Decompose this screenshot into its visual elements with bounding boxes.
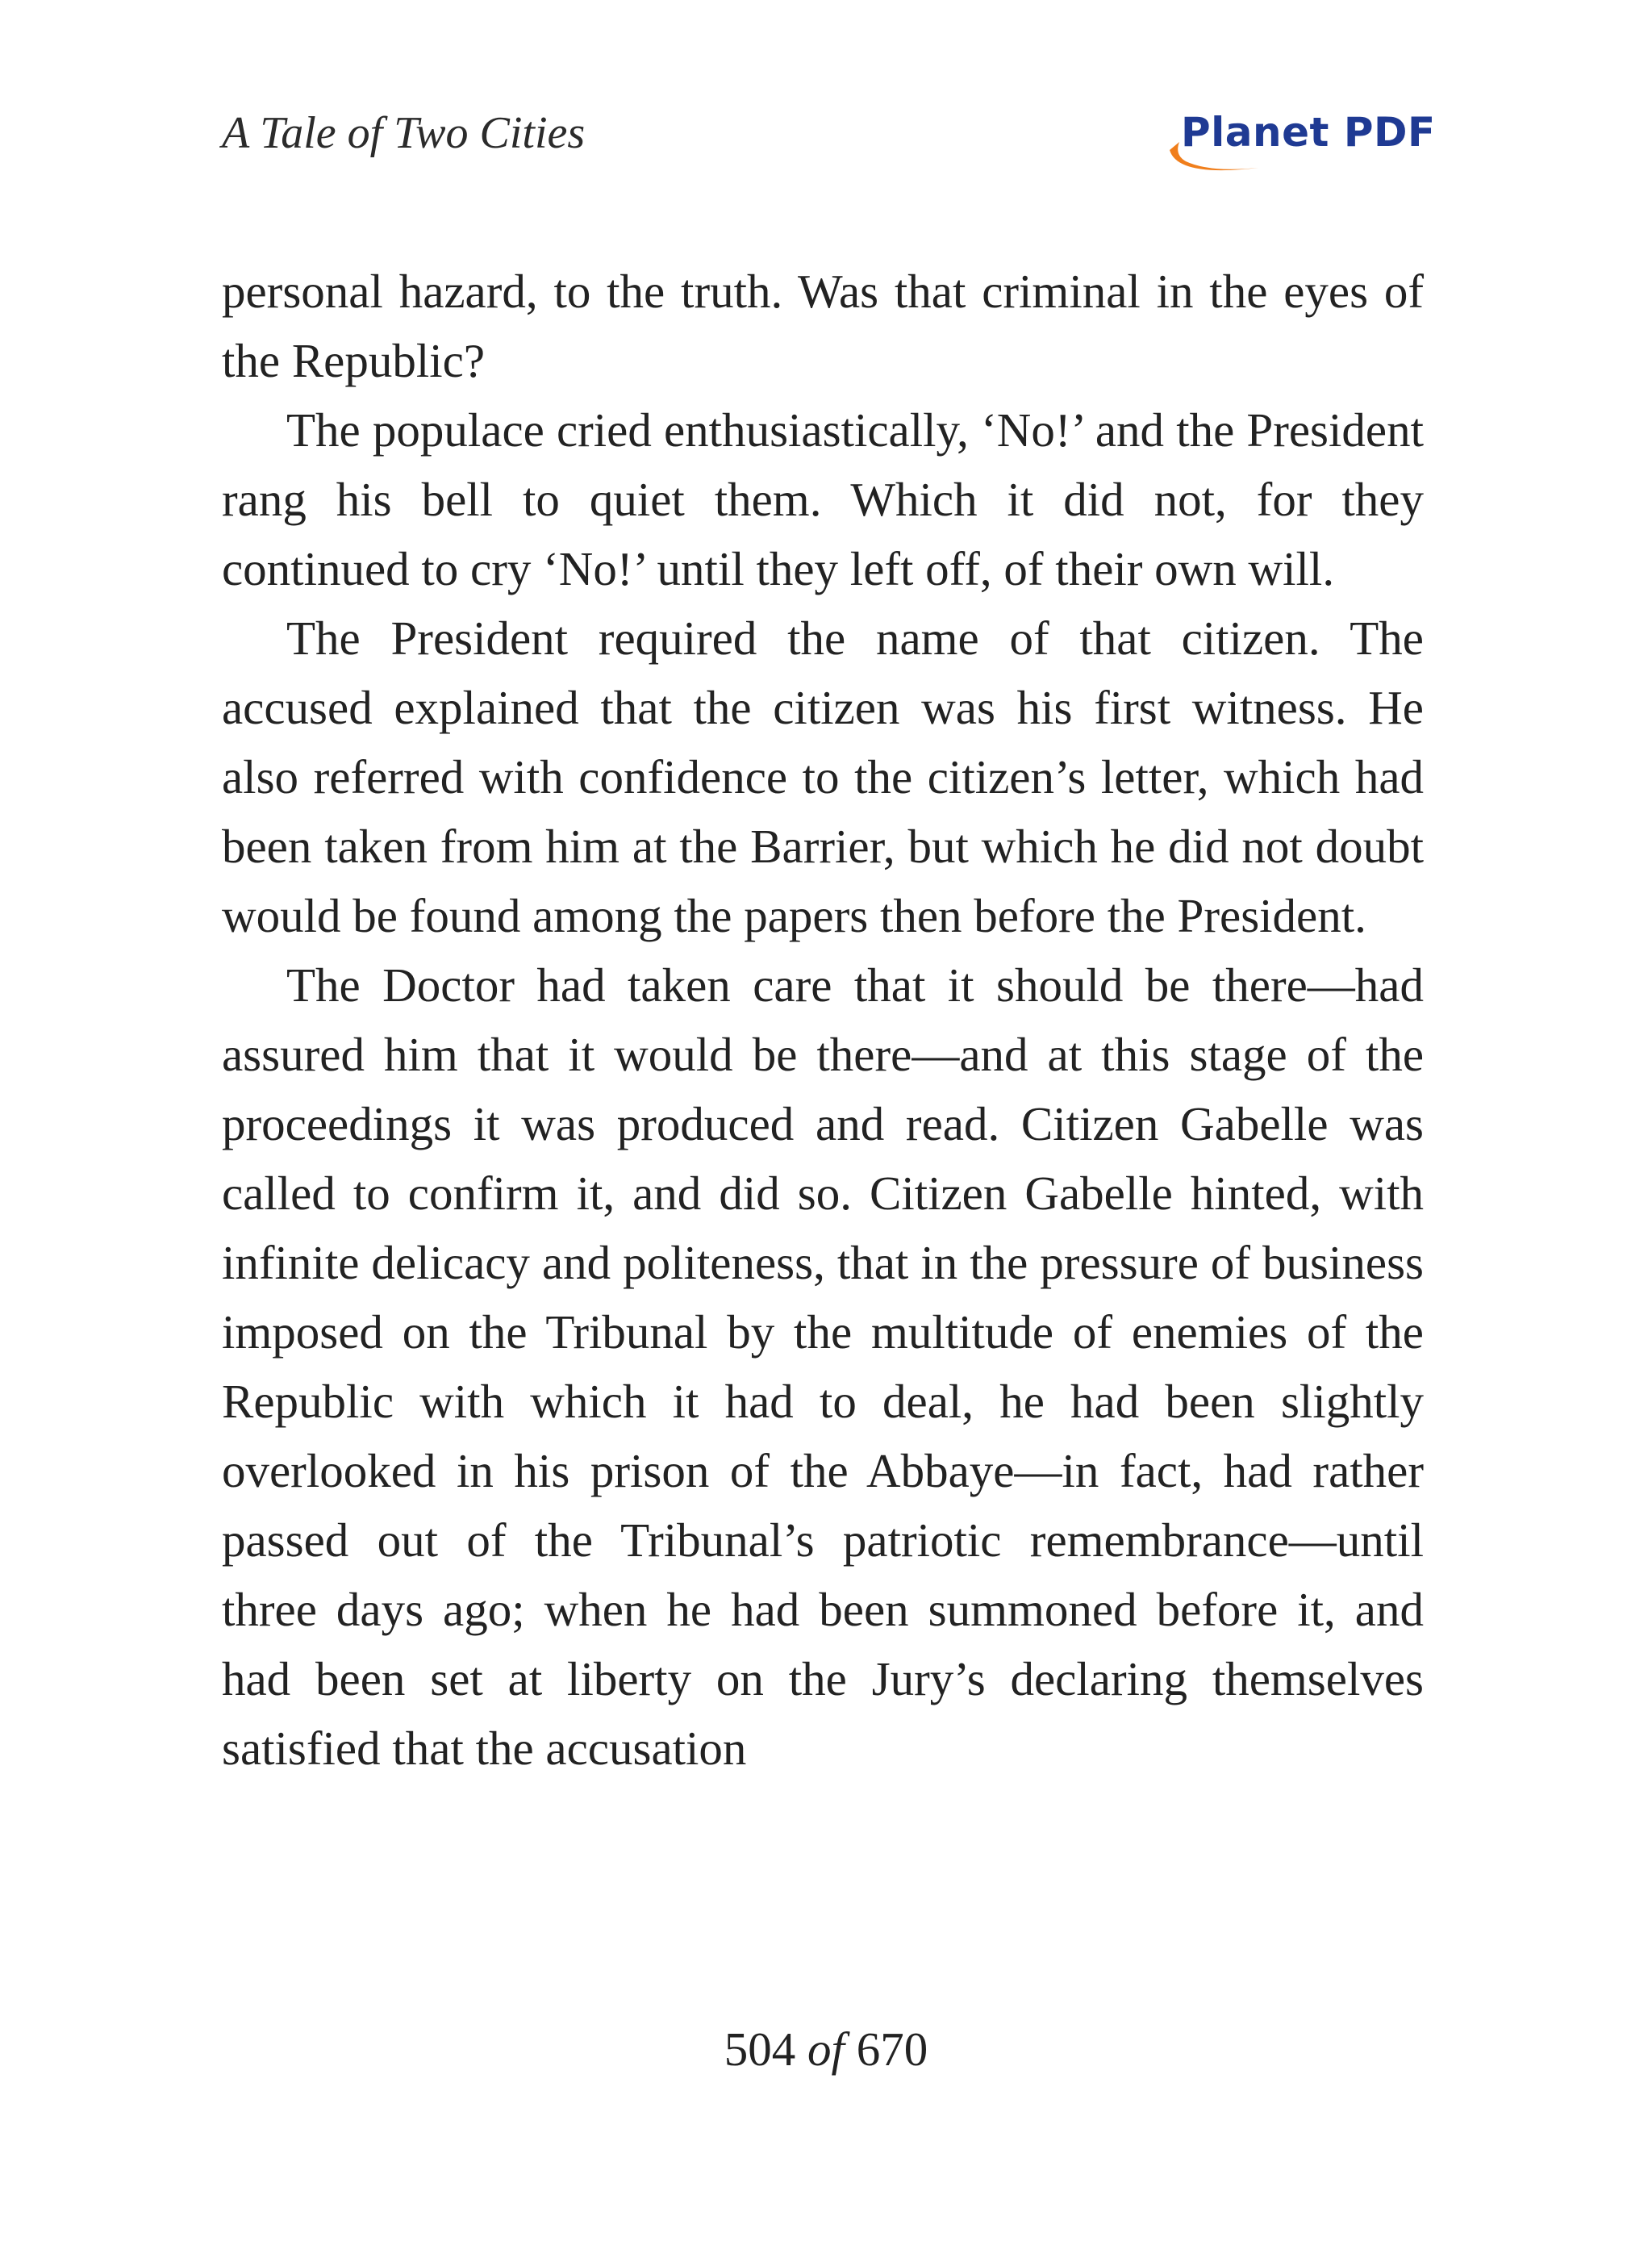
document-title: A Tale of Two Cities — [222, 108, 586, 158]
of-label: of — [807, 2022, 845, 2076]
page-number — [0, 2021, 1652, 2077]
paragraph: The Doctor had taken care that it should be there—had assured him that it would be there—and at this stage of the proceedings it was produced and read. Citizen Gabelle was called to confirm it, and did so. Citizen Gabelle hinted, with infinite delicacy and politeness, that in the pressure of business imposed on the Tribunal by the multitude of enemies of the Republic with which it had to deal, he had been slightly overlooked in his prison of the Abbaye—in fact, had rather passed out of the Tribunal’s patriotic remembrance—until three days ago; when he had been summoned before it, and had been set at liberty on the Jury’s declaring themselves satisfied that the accusation — [222, 958, 1424, 1775]
planet-pdf-logo — [1162, 103, 1436, 176]
total-pages: 670 — [856, 2022, 928, 2076]
logo-text — [1181, 108, 1436, 157]
paragraph: The populace cried enthusiastically, ‘No!’ and the President rang his bell to quiet them. Which it did not, for they continued to cry ‘No!’ until they left off, of their own will. — [222, 403, 1424, 595]
logo-word-pdf: PDF — [1343, 109, 1436, 156]
logo-word-planet: Planet — [1181, 109, 1329, 156]
page-body — [222, 257, 1424, 1783]
paragraph: The President required the name of that citizen. The accused explained that the citizen was his first witness. He also referred with confidence to the citizen’s letter, which had been taken from him at the Barrier, but which he did not doubt would be found among the papers then before the President. — [222, 612, 1424, 942]
current-page: 504 — [724, 2022, 796, 2076]
paragraph: personal hazard, to the truth. Was that criminal in the eyes of the Republic? — [222, 265, 1424, 387]
